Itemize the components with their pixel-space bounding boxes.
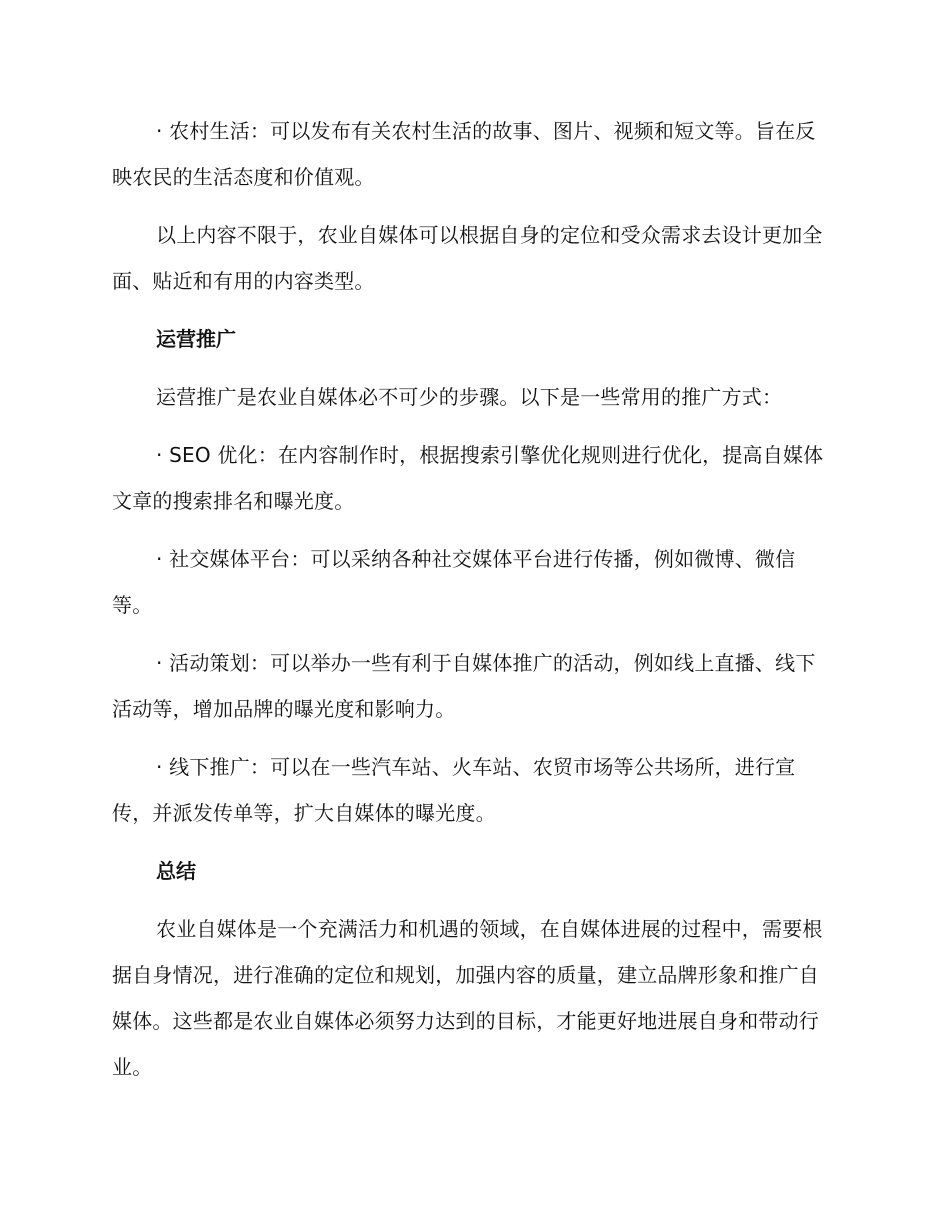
paragraph-social-media: · 社交媒体平台：可以采纳各种社交媒体平台进行传播，例如微博、微信等。 [112, 547, 796, 617]
paragraph-seo: · SEO 优化：在内容制作时，根据搜索引擎优化规则进行优化，提高自媒体文章的搜索排名和曝光度。 [112, 443, 824, 513]
paragraph-operation-intro: 运营推广是农业自媒体必不可少的步骤。以下是一些常用的推广方式： [156, 385, 783, 409]
paragraph-event-planning: · 活动策划：可以举办一些有利于自媒体推广的活动，例如线上直播、线下活动等，增加品牌的曝光度和影响力。 [112, 651, 816, 721]
section-heading-operation: 运营推广 [156, 327, 236, 351]
paragraph-offline-promotion: · 线下推广：可以在一些汽车站、火车站、农贸市场等公共场所，进行宣传，并派发传单等，扩大自媒体的曝光度。 [112, 755, 796, 825]
paragraph-content-summary: 以上内容不限于，农业自媒体可以根据自身的定位和受众需求去设计更加全面、贴近和有用的内容类型。 [112, 223, 823, 293]
paragraph-conclusion: 农业自媒体是一个充满活力和机遇的领域，在自媒体进展的过程中，需要根据自身情况，进行准确的定位和规划，加强内容的质量，建立品牌形象和推广自媒体。这些都是农业自媒体必须努力达到的目标，才能更好地进展自身和带动行业。 [112, 917, 823, 1079]
section-heading-summary: 总结 [156, 859, 196, 883]
paragraph-rural-life: · 农村生活：可以发布有关农村生活的故事、图片、视频和短文等。旨在反映农民的生活态度和价值观。 [112, 119, 816, 189]
